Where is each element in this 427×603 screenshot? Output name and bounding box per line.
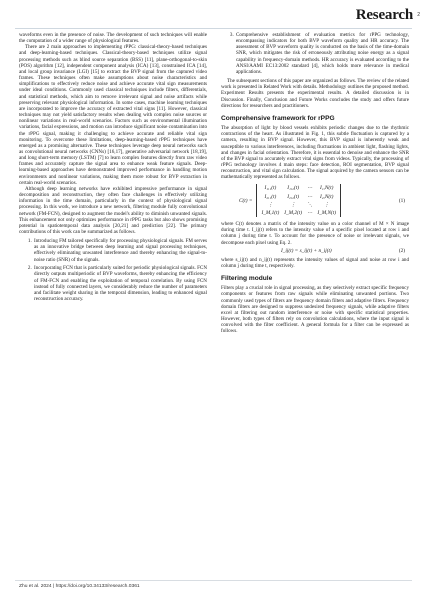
matrix-cell: ⋯ bbox=[307, 209, 313, 216]
matrix-cell: ⋱ bbox=[307, 201, 313, 208]
equation-number: (2) bbox=[398, 247, 405, 254]
header-rule bbox=[15, 28, 412, 29]
list-item: 2. Incorporating FCN that is particularly suited for periodic physiological signals. FCN directly outputs multiperiodic of BVP waveforms, thereby enhancing the efficiency of FM-FCN and enabling the exploitation of temporal correlation. By using FCN instead of fully connected layers, we considerably reduce the number of parameters and facilitate weight sharing in the temporal dimension, leading to enhanced signal reconstruction accuracy. bbox=[33, 265, 207, 302]
paragraph: The absorption of light by blood vessels exhibits periodic changes due to the rhythmic contractions of the heart. As illustrated in Fig. 1, this subtle fluctuation is captured by a camera, resulting in BVP signal. However, this BVP signal is inherently weak and susceptible to various interferences, including fluctuations in ambient light, flashing lights, and changes in facial orientation. Therefore, it is essential to denoise and enhance the SNR of the BVP signal to accurately extract vital signs from videos. Typically, the processing of rPPG technology involves 4 main steps: face detection, ROI segmentation, BVP signal reconstruction, and vital sign calculation. The signal acquired by the camera sensors can be mathematically represented as follows. bbox=[221, 125, 409, 181]
matrix-cell: ⋯ bbox=[307, 185, 313, 192]
paragraph: Although deep learning networks have exhibited impressive performance in signal decomposition and reconstruction, they often face challenges in effectively utilizing information in the time domain, particularly in the context of physiological signal processing. In this work, we introduce a new network, filtering module fully convolutional network (FM-FCN), designed to augment the model's ability to diminish unwanted signals. This enhancement not only optimizes performance in rPPG tasks but also shows promising potential in spatiotemporal data analysis [20,21] and prediction [22]. The primary contributions of this work can be summarized as follows. bbox=[19, 185, 207, 235]
matrix-cell: ⋮ bbox=[267, 201, 273, 208]
right-column bbox=[221, 32, 409, 335]
matrix-cell: ⋮ bbox=[324, 201, 330, 208]
equation-1 bbox=[239, 184, 409, 217]
equation-number: (1) bbox=[398, 197, 405, 204]
matrix-cell: I₂,₁(t) bbox=[264, 193, 277, 200]
section-heading: Comprehensive framework for rPPG bbox=[221, 114, 335, 122]
matrix-cell: I_M,2(t) bbox=[284, 209, 303, 216]
contributions-list-continued bbox=[221, 32, 409, 75]
matrix-cell: I₁,N(t) bbox=[319, 185, 334, 192]
contributions-list bbox=[19, 238, 207, 302]
intensity-matrix bbox=[256, 184, 341, 217]
paragraph: where C(t) denotes a matrix of the intensity value on a color channel of M × N image during time t. I_ij(t) refers to the intensity value of a specific pixel located at row i and column j during time t. To account for the presence of noise or irrelevant signals, we decompose each pixel using Eq. 2. bbox=[221, 221, 409, 246]
paragraph: Filters play a crucial role in signal processing, as they selectively extract specific frequency components or features from raw signals while eliminating unwanted portions. Two commonly used types of filters are frequency domain filters and adaptive filters. Frequency domain filters are designed to suppress undesired frequency signals, while adaptive filters excel at filtering out random interference or noise with specific statistical properties. However, both types of filters rely on convolution calculations, where the input signal is convolved with the filter coefficient. A general formula for a filter can be expressed as follows. bbox=[221, 285, 409, 335]
footer-rule bbox=[15, 580, 412, 581]
paragraph: waveforms even in the presence of noise. The development of such techniques will enable the computation of a wider range of physiological features. bbox=[19, 32, 207, 45]
matrix-cell: I_M,N(t) bbox=[317, 209, 337, 216]
section-heading: Filtering module bbox=[221, 275, 273, 283]
matrix-cell: ⋮ bbox=[290, 201, 296, 208]
matrix-cell: I_M,1(t) bbox=[261, 209, 280, 216]
matrix-cell: ⋯ bbox=[307, 193, 313, 200]
left-column bbox=[19, 32, 207, 305]
matrix-cell: I₁,₁(t) bbox=[264, 185, 277, 192]
matrix-cell: I₂,N(t) bbox=[319, 193, 334, 200]
page-number: 2 bbox=[417, 12, 420, 18]
matrix-cell: I₁,₂(t) bbox=[287, 185, 300, 192]
list-item: 3. Comprehensive establishment of evaluation metrics for rPPG technology, encompassing indicators for both BVP waveform quality and HR accuracy. The assessment of BVP waveform quality is conducted on the basis of the time-domain SNR, which mitigates the risk of erroneously attributing noise energy as a signal capability in frequency-domain methods. HR accuracy is evaluated according to the ANSI/AAMI EC13:2002 standard [4], which holds more relevance in medical applications. bbox=[235, 32, 409, 75]
paragraph: There are 2 main approaches to implementing rPPG: classical-theory-based techniques and deep-learning-based techniques. Classical-theory-based techniques utilize signal processing methods such as blind source separation (BSS) [11], plane-orthogonal-to-skin (POS) algorithm [12], independent component analysis (ICA) [13], constrained ICA [14], and local group invariance (LGI) [15] to extract the BVP signal from the captured video frames. These techniques often make assumptions about noise characteristics and simplifications to effectively reduce noise and achieve accurate vital sign measurements under ideal conditions. Commonly used classical techniques include filters, differentials, and statistical methods, which aim to remove irrelevant signal and noise artifacts while preserving relevant physiological information. In some cases, machine learning techniques are incorporated to improve the accuracy of extracted vital signs [11]. However, classical techniques may not yield satisfactory results when dealing with complex noise sources or nonlinear variations in real-world scenarios. Factors such as environmental illumination variations, facial expressions, and motion can introduce significant noise contamination into the rPPG signal, making it challenging to achieve accurate and reliable vital sign monitoring. To overcome these limitations, deep-learning-based rPPG techniques have emerged as a promising alternative. These techniques leverage deep neural networks such as convolutional neural networks (CNNs) [16,17], generative adversarial network [18,19], and long short-term memory (LSTM) [7] to learn complex features directly from raw video frames and accurately capture the signal area to enhance weak feature signals. Deep-learning-based approaches have demonstrated improved performance in handling motion environments and nonlinear variations, making them more robust for BVP extraction in certain real-world scenarios. bbox=[19, 44, 207, 186]
matrix-cell: I₂,₂(t) bbox=[287, 193, 300, 200]
paragraph: where s_ij(t) and n_ij(t) represents the intensity values of signal and noise at row i and column j during time t, respectively. bbox=[221, 256, 409, 269]
footer-citation[interactable]: Zhu et al. 2024 | https://doi.org/10.34133/research.0361 bbox=[19, 584, 140, 589]
journal-title: Research bbox=[355, 7, 413, 23]
equation-2 bbox=[281, 248, 409, 254]
equation-body: I_ij(t) = s_ij(t) + n_ij(t) bbox=[281, 247, 332, 254]
paragraph: The subsequent sections of this paper are organized as follows. The review of the related work is presented in Related Work with details. Methodology outlines the proposed method. Experiment Results presents the experimental results. A detailed discussion is in Discussion. Finally, Conclusion and Future Works concludes the study and offers future directions for researchers and practitioners. bbox=[221, 78, 409, 109]
equation-lhs: C(t) = bbox=[239, 197, 253, 204]
list-item: 1. Introducing FM tailored specifically for processing physiological signals. FM serves as an innovative bridge between deep learning and signal processing techniques, effectively eliminating unwanted interference and thereby enhancing the signal-to-noise ratio (SNR) of the signals. bbox=[33, 238, 207, 263]
